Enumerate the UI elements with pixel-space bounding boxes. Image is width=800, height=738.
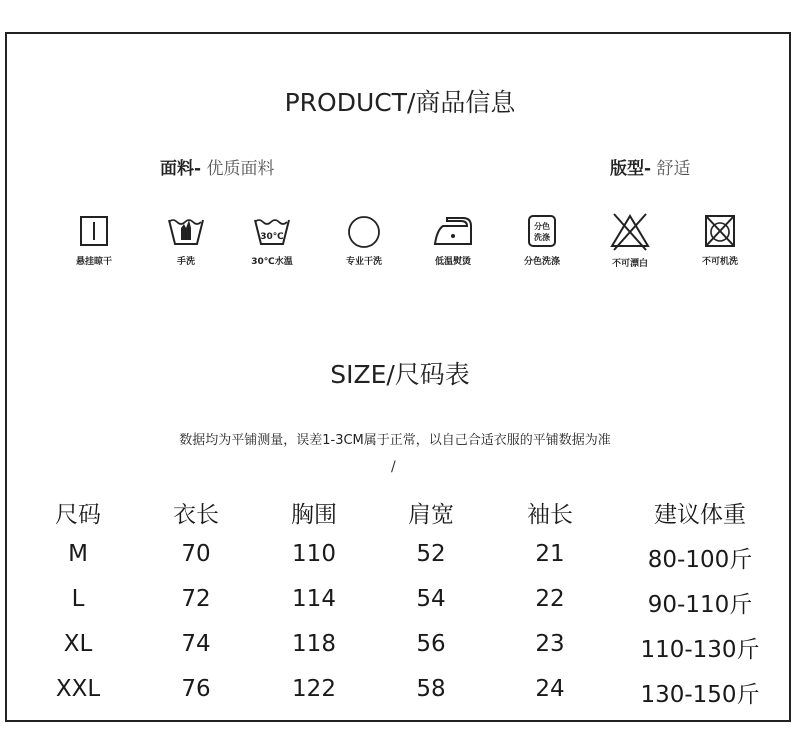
- hang-dry-icon: [74, 212, 114, 250]
- measurement-note: 数据均为平铺测量，误差1-3CM属于正常，以自己合适衣服的平铺数据为准: [179, 433, 611, 448]
- cell-chest: 114: [292, 586, 336, 612]
- care-label: 30℃水温: [251, 257, 293, 267]
- cell-size: XL: [63, 631, 93, 657]
- fabric-value: 优质面料: [206, 159, 275, 179]
- care-label: 不可漂白: [611, 259, 648, 269]
- cell-length: 70: [181, 541, 211, 567]
- svg-text:30℃: 30℃: [260, 232, 284, 242]
- header-shoulder: 肩宽: [408, 502, 454, 528]
- care-icons-row: [0, 212, 800, 282]
- cell-size: M: [68, 541, 88, 567]
- cell-size: XXL: [55, 676, 101, 702]
- cell-weight: 80-100斤: [647, 547, 753, 573]
- low-iron-icon: [431, 212, 475, 250]
- cell-size: L: [71, 586, 85, 612]
- cell-shoulder: 54: [416, 586, 446, 612]
- svg-text:洗涤: 洗涤: [534, 233, 550, 242]
- fit-label: 版型-: [610, 159, 652, 179]
- no-bleach-icon: [608, 212, 652, 252]
- table-header-row: [18, 496, 798, 541]
- cell-chest: 118: [292, 631, 336, 657]
- cell-shoulder: 58: [416, 676, 446, 702]
- care-item-no-bleach: [590, 212, 670, 269]
- fabric-info: [160, 154, 274, 179]
- fit-info: [610, 154, 690, 179]
- cell-shoulder: 56: [416, 631, 446, 657]
- care-label: 分色洗涤: [523, 257, 560, 267]
- no-machine-wash-icon: [700, 212, 740, 250]
- cell-length: 74: [181, 631, 211, 657]
- cell-length: 76: [181, 676, 211, 702]
- product-title: PRODUCT/商品信息: [284, 88, 516, 117]
- cell-weight: 90-110斤: [647, 592, 753, 618]
- cell-sleeve: 23: [535, 631, 565, 657]
- care-item-hand-wash: [146, 212, 226, 267]
- size-table: [18, 496, 798, 721]
- cell-sleeve: 21: [535, 541, 565, 567]
- header-weight: 建议体重: [654, 502, 746, 528]
- care-item-separate-wash: [502, 212, 582, 267]
- care-item-dry-clean: [324, 212, 404, 267]
- care-label: 悬挂晾干: [75, 257, 112, 267]
- fit-value: 舒适: [656, 159, 691, 179]
- table-row: [18, 586, 798, 631]
- care-item-no-machine-wash: [680, 212, 760, 267]
- header-chest: 胸围: [291, 502, 337, 528]
- care-label: 专业干洗: [345, 257, 382, 267]
- cell-chest: 110: [292, 541, 336, 567]
- cell-weight: 110-130斤: [640, 637, 760, 663]
- hand-wash-icon: [166, 212, 206, 250]
- cell-sleeve: 22: [535, 586, 565, 612]
- cell-chest: 122: [292, 676, 336, 702]
- size-title: SIZE/尺码表: [330, 360, 470, 389]
- header-length: 衣长: [173, 502, 219, 528]
- cell-sleeve: 24: [535, 676, 565, 702]
- cell-weight: 130-150斤: [640, 682, 760, 708]
- care-label: 手洗: [176, 257, 195, 267]
- cell-length: 72: [181, 586, 211, 612]
- care-item-wash-30: [232, 212, 312, 267]
- table-row: [18, 676, 798, 721]
- cell-shoulder: 52: [416, 541, 446, 567]
- separator-slash: /: [391, 459, 396, 475]
- svg-text:分色: 分色: [534, 222, 550, 231]
- care-item-hang-dry: [54, 212, 134, 267]
- wash-30-icon: [252, 212, 292, 250]
- care-label: 低温熨烫: [434, 257, 471, 267]
- care-label: 不可机洗: [701, 257, 738, 267]
- dry-clean-icon: [344, 212, 384, 250]
- table-row: [18, 541, 798, 586]
- separate-wash-icon: [522, 212, 562, 250]
- fabric-label: 面料-: [160, 159, 202, 179]
- table-row: [18, 631, 798, 676]
- header-sleeve: 袖长: [527, 502, 573, 528]
- care-item-low-iron: [413, 212, 493, 267]
- header-size: 尺码: [55, 502, 101, 528]
